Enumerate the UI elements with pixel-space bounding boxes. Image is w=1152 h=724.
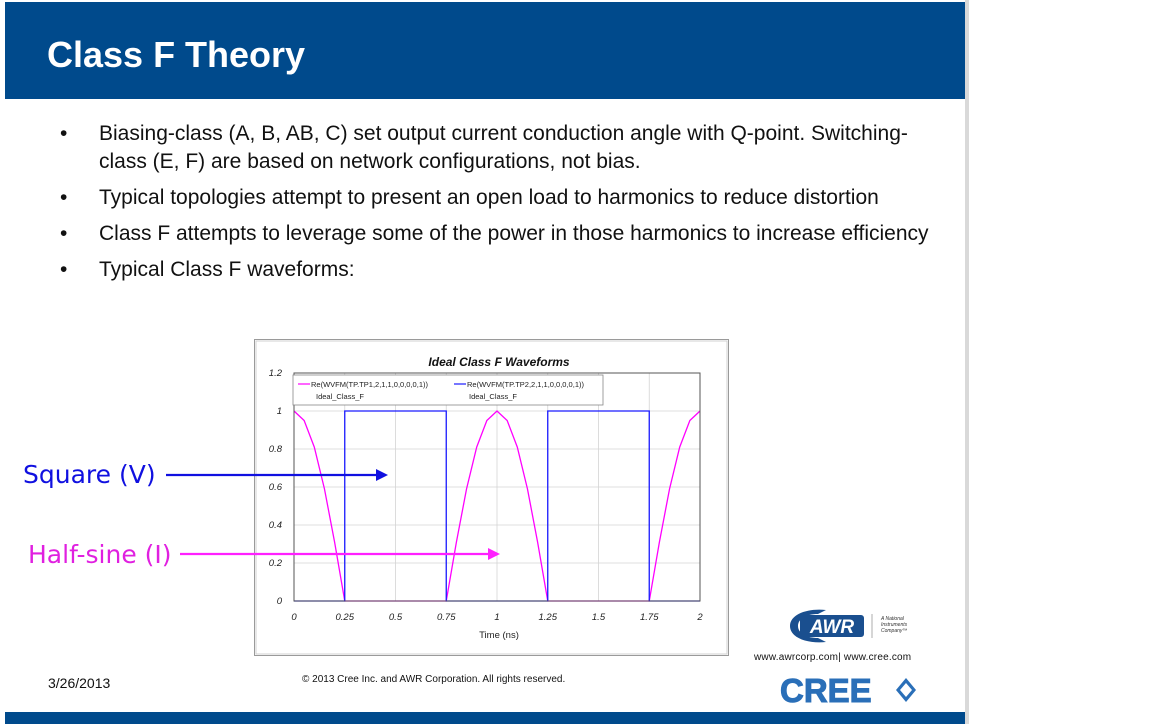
website-links: www.awrcorp.com| www.cree.com [754, 652, 912, 663]
y-tick-label: 0.6 [268, 482, 282, 493]
y-tick-label: 0.4 [268, 520, 282, 531]
bullet-text: Biasing-class (A, B, AB, C) set output current conduction angle with Q-point. Switching-class (E, F) are based on network configurations, not bias. [99, 122, 908, 173]
bullet-dot: • [60, 186, 68, 209]
square-annotation-label: Square (V) [23, 460, 156, 489]
bullet-text: Class F attempts to leverage some of the power in those harmonics to increase efficiency [99, 222, 929, 245]
slide-date: 3/26/2013 [48, 675, 111, 691]
y-tick-label: 1 [276, 406, 282, 417]
halfsine-annotation [28, 540, 172, 569]
square-arrow-icon [164, 466, 390, 484]
legend-sub-square: Ideal_Class_F [469, 392, 517, 401]
y-tick-label: 0.8 [268, 444, 282, 455]
bullet-dot: • [60, 222, 68, 245]
x-tick-label: 0.75 [437, 612, 456, 623]
bullet-item [60, 220, 940, 248]
x-tick-label: 1.25 [538, 612, 557, 623]
awr-tagline-line: A National [881, 616, 904, 622]
awr-logo [778, 606, 923, 646]
square-annotation [23, 460, 156, 489]
cree-logo [778, 672, 923, 708]
y-tick-label: 1.2 [268, 368, 282, 379]
bullet-list [60, 120, 940, 292]
bullet-item [60, 256, 940, 284]
x-tick-label: 1 [494, 612, 500, 623]
copyright-text: © 2013 Cree Inc. and AWR Corporation. All rights reserved. [302, 674, 566, 685]
x-tick-label: 2 [697, 612, 703, 623]
slide-title: Class F Theory [47, 34, 306, 75]
waveform-chart [254, 339, 729, 656]
cree-logo-text: CREE [780, 672, 872, 708]
x-tick-label: 0.5 [388, 612, 403, 623]
x-tick-label: 1.75 [640, 612, 659, 623]
bullet-text: Typical topologies attempt to present an open load to harmonics to reduce distortion [99, 186, 879, 209]
x-tick-label: 1.5 [591, 612, 606, 623]
awr-tagline-line: Instruments [881, 622, 908, 628]
bullet-item [60, 120, 940, 176]
legend-label-square: Re(WVFM(TP.TP2,2,1,1,0,0,0,0,1)) [467, 380, 584, 389]
y-tick-label: 0 [276, 596, 282, 607]
slide-edge-shadow [965, 0, 969, 724]
bullet-dot: • [60, 122, 68, 145]
halfsine-annotation-label: Half-sine (I) [28, 540, 172, 569]
bottom-bar [5, 712, 965, 724]
legend-sub-halfsine: Ideal_Class_F [316, 392, 364, 401]
awr-logo-text: AWR [809, 617, 855, 638]
halfsine-arrow-icon [178, 545, 502, 563]
bullet-text: Typical Class F waveforms: [99, 258, 355, 281]
title-bar [5, 2, 965, 99]
x-tick-label: 0 [291, 612, 297, 623]
chart-title: Ideal Class F Waveforms [428, 355, 570, 369]
bullet-item [60, 184, 940, 212]
awr-tagline-line: Company™ [881, 628, 908, 634]
x-axis-label: Time (ns) [479, 630, 519, 641]
x-tick-label: 0.25 [335, 612, 354, 623]
bullet-dot: • [60, 258, 68, 281]
chart-legend [293, 375, 603, 405]
legend-label-halfsine: Re(WVFM(TP.TP1,2,1,1,0,0,0,0,1)) [311, 380, 428, 389]
y-tick-label: 0.2 [268, 558, 282, 569]
